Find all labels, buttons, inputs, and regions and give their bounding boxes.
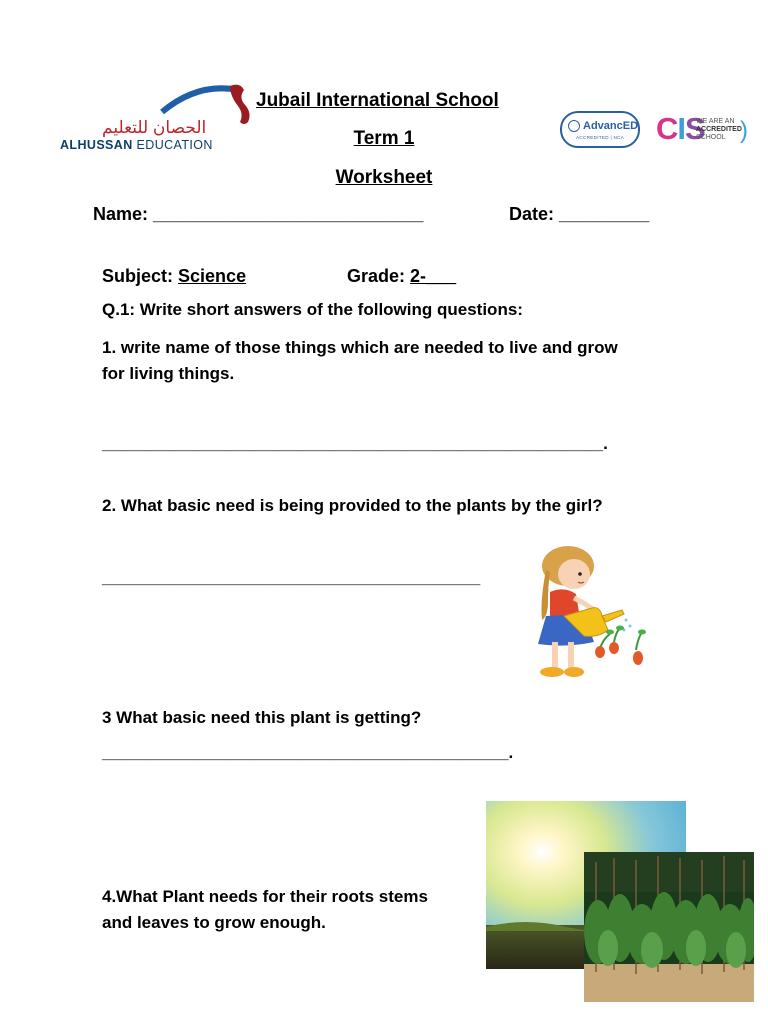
advanced-accreditation-logo	[560, 111, 640, 148]
tomato-garden-photo	[584, 852, 754, 1002]
question-2: 2. What basic need is being provided to the plants by the girl?	[102, 496, 603, 515]
date-label: Date:	[509, 204, 555, 224]
question-1-line-2: for living things.	[102, 364, 235, 383]
cis-logo-caption	[696, 118, 742, 142]
school-name: Jubail International School	[256, 90, 499, 111]
date-line	[509, 204, 649, 225]
cis-caption-line-3: SCHOOL	[696, 134, 726, 141]
grade-label: Grade:	[347, 266, 406, 286]
name-blank[interactable]: ___________________________	[153, 204, 424, 224]
date-blank[interactable]: _________	[559, 204, 650, 224]
grade-line	[347, 266, 456, 287]
term-title: Term 1	[353, 128, 415, 149]
answer-2-blank[interactable]: ________________________________________	[102, 568, 481, 587]
subject-line	[102, 266, 246, 287]
subject-label: Subject:	[102, 266, 174, 286]
advanced-logo-subtext: ACCREDITED | NCA	[576, 135, 625, 140]
cis-bracket-icon: )	[740, 117, 748, 144]
logo-arabic-text: الحصان للتعليم	[102, 118, 207, 137]
question-1	[102, 335, 672, 387]
logo-brand-bold: ALHUSSAN	[60, 138, 133, 152]
question-4-line-2: and leaves to grow enough.	[102, 913, 326, 932]
question-1-line-1: 1. write name of those things which are needed to live and grow	[102, 338, 618, 357]
name-label: Name:	[93, 204, 149, 224]
cis-caption-line-2: ACCREDITED	[696, 126, 742, 133]
logo-brand-light: EDUCATION	[132, 138, 213, 152]
girl-watering-plants-illustration	[502, 544, 650, 682]
answer-1-blank[interactable]: _____________________________________________________.	[102, 434, 608, 453]
globe-icon	[568, 120, 580, 132]
advanced-logo-text: AdvancED	[583, 120, 639, 132]
grade-value: 2-___	[410, 266, 457, 286]
cis-accreditation-logo	[656, 113, 746, 153]
worksheet-title: Worksheet	[335, 167, 433, 188]
cis-logo-letters: CIS	[656, 111, 705, 146]
answer-3-blank[interactable]: ___________________________________________.	[102, 743, 514, 762]
question-4	[102, 884, 472, 936]
subject-value: Science	[178, 266, 247, 286]
cis-caption-line-1: WE ARE AN	[696, 118, 735, 125]
section-heading: Q.1: Write short answers of the following questions:	[102, 300, 523, 319]
logo-brand-text	[60, 138, 213, 152]
alhussan-education-logo	[58, 84, 256, 154]
name-line	[93, 204, 423, 225]
question-4-line-1: 4.What Plant needs for their roots stems	[102, 887, 428, 906]
question-3: 3 What basic need this plant is getting?	[102, 708, 422, 727]
